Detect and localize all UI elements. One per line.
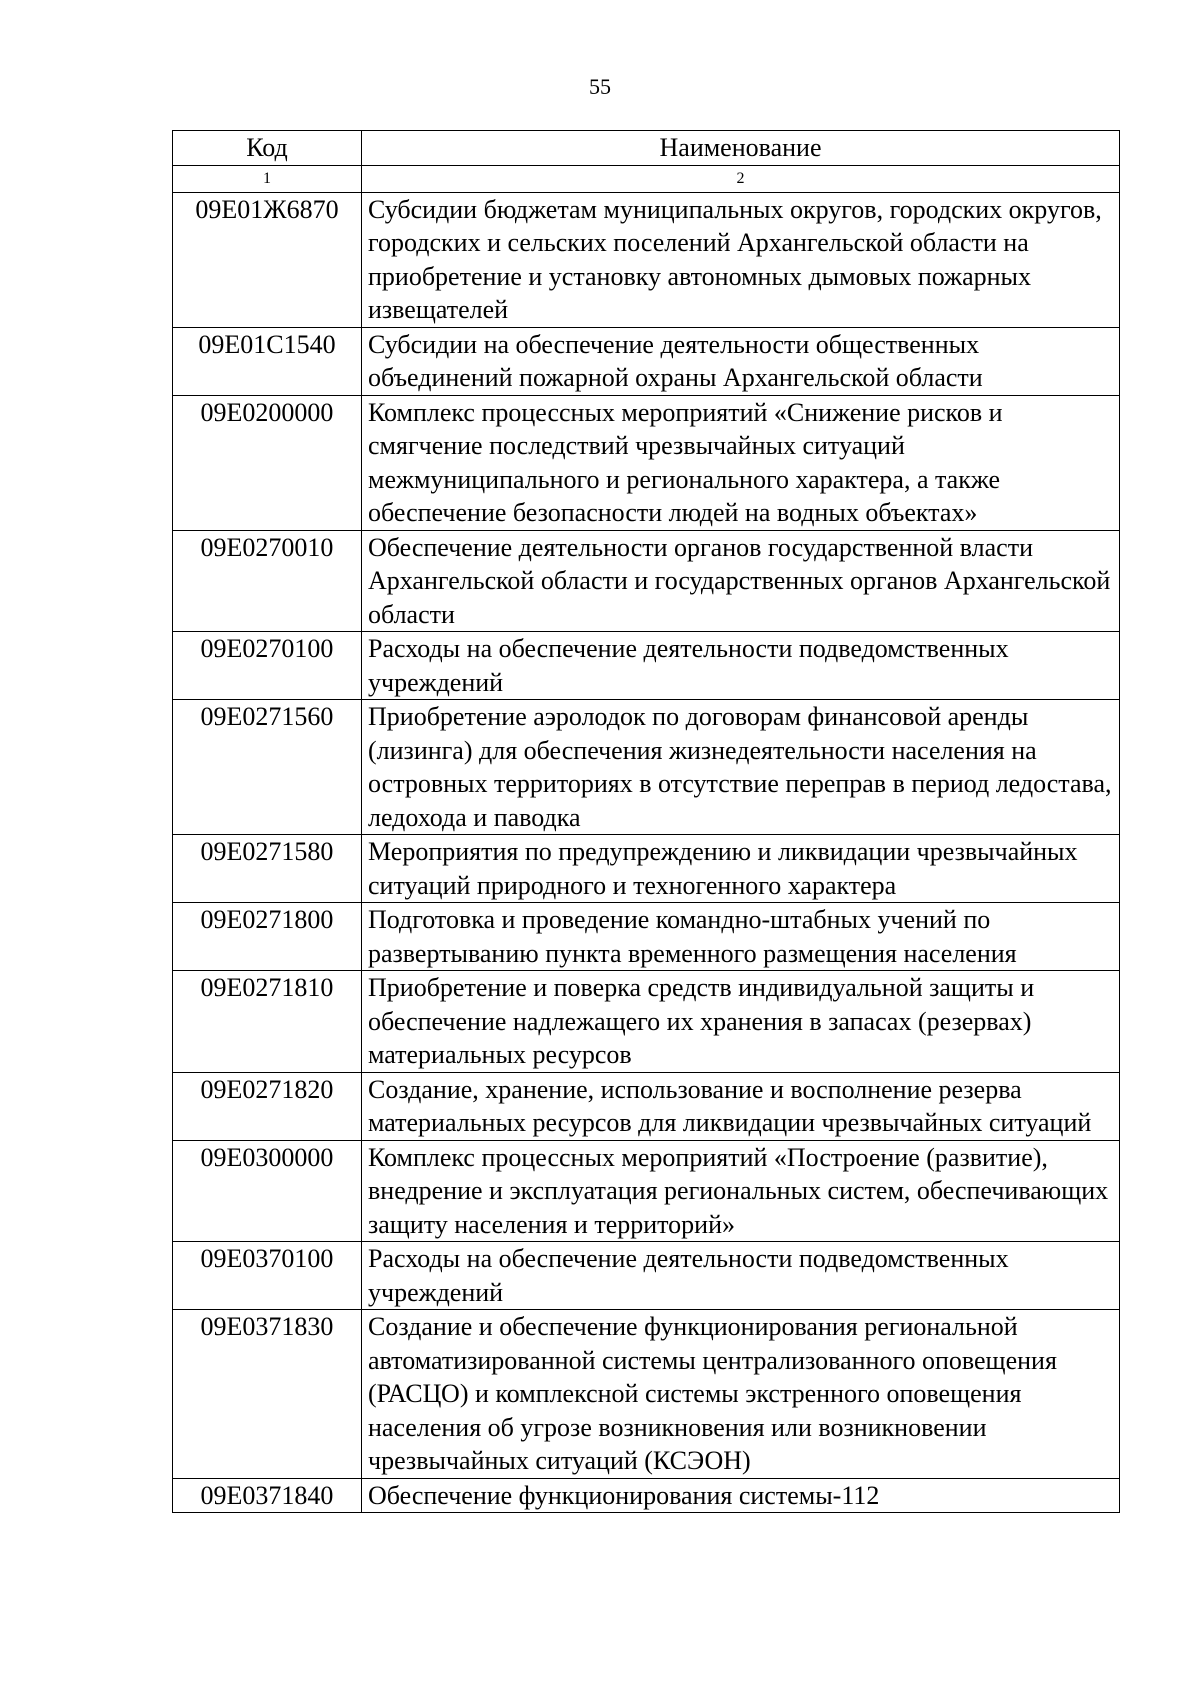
row-code: 09Е0371830	[173, 1310, 362, 1479]
row-code: 09Е0200000	[173, 395, 362, 530]
row-name: Подготовка и проведение командно-штабных учений по развертыванию пункта временного размещения населения	[362, 903, 1120, 971]
row-code: 09Е0371840	[173, 1478, 362, 1513]
budget-code-table	[172, 130, 1120, 1513]
row-name: Обеспечение деятельности органов государственной власти Архангельской области и государственных органов Архангельской области	[362, 530, 1120, 632]
row-name: Создание, хранение, использование и восполнение резерва материальных ресурсов для ликвидации чрезвычайных ситуаций	[362, 1072, 1120, 1140]
table-row	[173, 1140, 1120, 1242]
row-name: Комплекс процессных мероприятий «Снижение рисков и смягчение последствий чрезвычайных ситуаций межмуниципального и регионального характера, а также обеспечение безопасности людей на водных объектах»	[362, 395, 1120, 530]
table-row	[173, 1478, 1120, 1513]
row-name: Расходы на обеспечение деятельности подведомственных учреждений	[362, 632, 1120, 700]
row-name: Мероприятия по предупреждению и ликвидации чрезвычайных ситуаций природного и техногенного характера	[362, 835, 1120, 903]
row-name: Приобретение аэролодок по договорам финансовой аренды (лизинга) для обеспечения жизнедеятельности населения на островных территориях в отсутствие переправ в период ледостава, ледохода и паводка	[362, 700, 1120, 835]
table-row	[173, 395, 1120, 530]
row-code: 09Е0271810	[173, 971, 362, 1073]
table-row	[173, 632, 1120, 700]
row-name: Создание и обеспечение функционирования региональной автоматизированной системы централизованного оповещения (РАСЦО) и комплексной системы экстренного оповещения населения об угрозе возникновения или возникновении чрезвычайных ситуаций (КСЭОН)	[362, 1310, 1120, 1479]
header-code: Код	[173, 131, 362, 166]
row-code: 09Е0271820	[173, 1072, 362, 1140]
row-code: 09Е01Ж6870	[173, 192, 362, 327]
page-number: 55	[589, 74, 611, 99]
column-number-1: 1	[173, 165, 362, 192]
table-row	[173, 327, 1120, 395]
table-row	[173, 1072, 1120, 1140]
row-name: Обеспечение функционирования системы-112	[362, 1478, 1120, 1513]
row-code: 09Е0270010	[173, 530, 362, 632]
table-row	[173, 903, 1120, 971]
row-name: Субсидии на обеспечение деятельности общественных объединений пожарной охраны Архангельской области	[362, 327, 1120, 395]
table-row	[173, 192, 1120, 327]
row-code: 09Е0370100	[173, 1242, 362, 1310]
table-row	[173, 530, 1120, 632]
table-row	[173, 835, 1120, 903]
row-code: 09Е0271580	[173, 835, 362, 903]
row-code: 09Е0271800	[173, 903, 362, 971]
table-body	[173, 192, 1120, 1513]
table-row	[173, 1310, 1120, 1479]
column-number-row	[173, 165, 1120, 192]
row-code: 09Е0270100	[173, 632, 362, 700]
row-name: Субсидии бюджетам муниципальных округов, городских округов, городских и сельских поселений Архангельской области на приобретение и установку автономных дымовых пожарных извещателей	[362, 192, 1120, 327]
column-number-2: 2	[362, 165, 1120, 192]
row-name: Комплекс процессных мероприятий «Построение (развитие), внедрение и эксплуатация региональных систем, обеспечивающих защиту населения и территорий»	[362, 1140, 1120, 1242]
row-code: 09Е0271560	[173, 700, 362, 835]
table-row	[173, 971, 1120, 1073]
header-row	[173, 131, 1120, 166]
row-name: Приобретение и поверка средств индивидуальной защиты и обеспечение надлежащего их хранения в запасах (резервах) материальных ресурсов	[362, 971, 1120, 1073]
header-name: Наименование	[362, 131, 1120, 166]
row-code: 09Е01С1540	[173, 327, 362, 395]
table-row	[173, 700, 1120, 835]
row-name: Расходы на обеспечение деятельности подведомственных учреждений	[362, 1242, 1120, 1310]
row-code: 09Е0300000	[173, 1140, 362, 1242]
table-row	[173, 1242, 1120, 1310]
